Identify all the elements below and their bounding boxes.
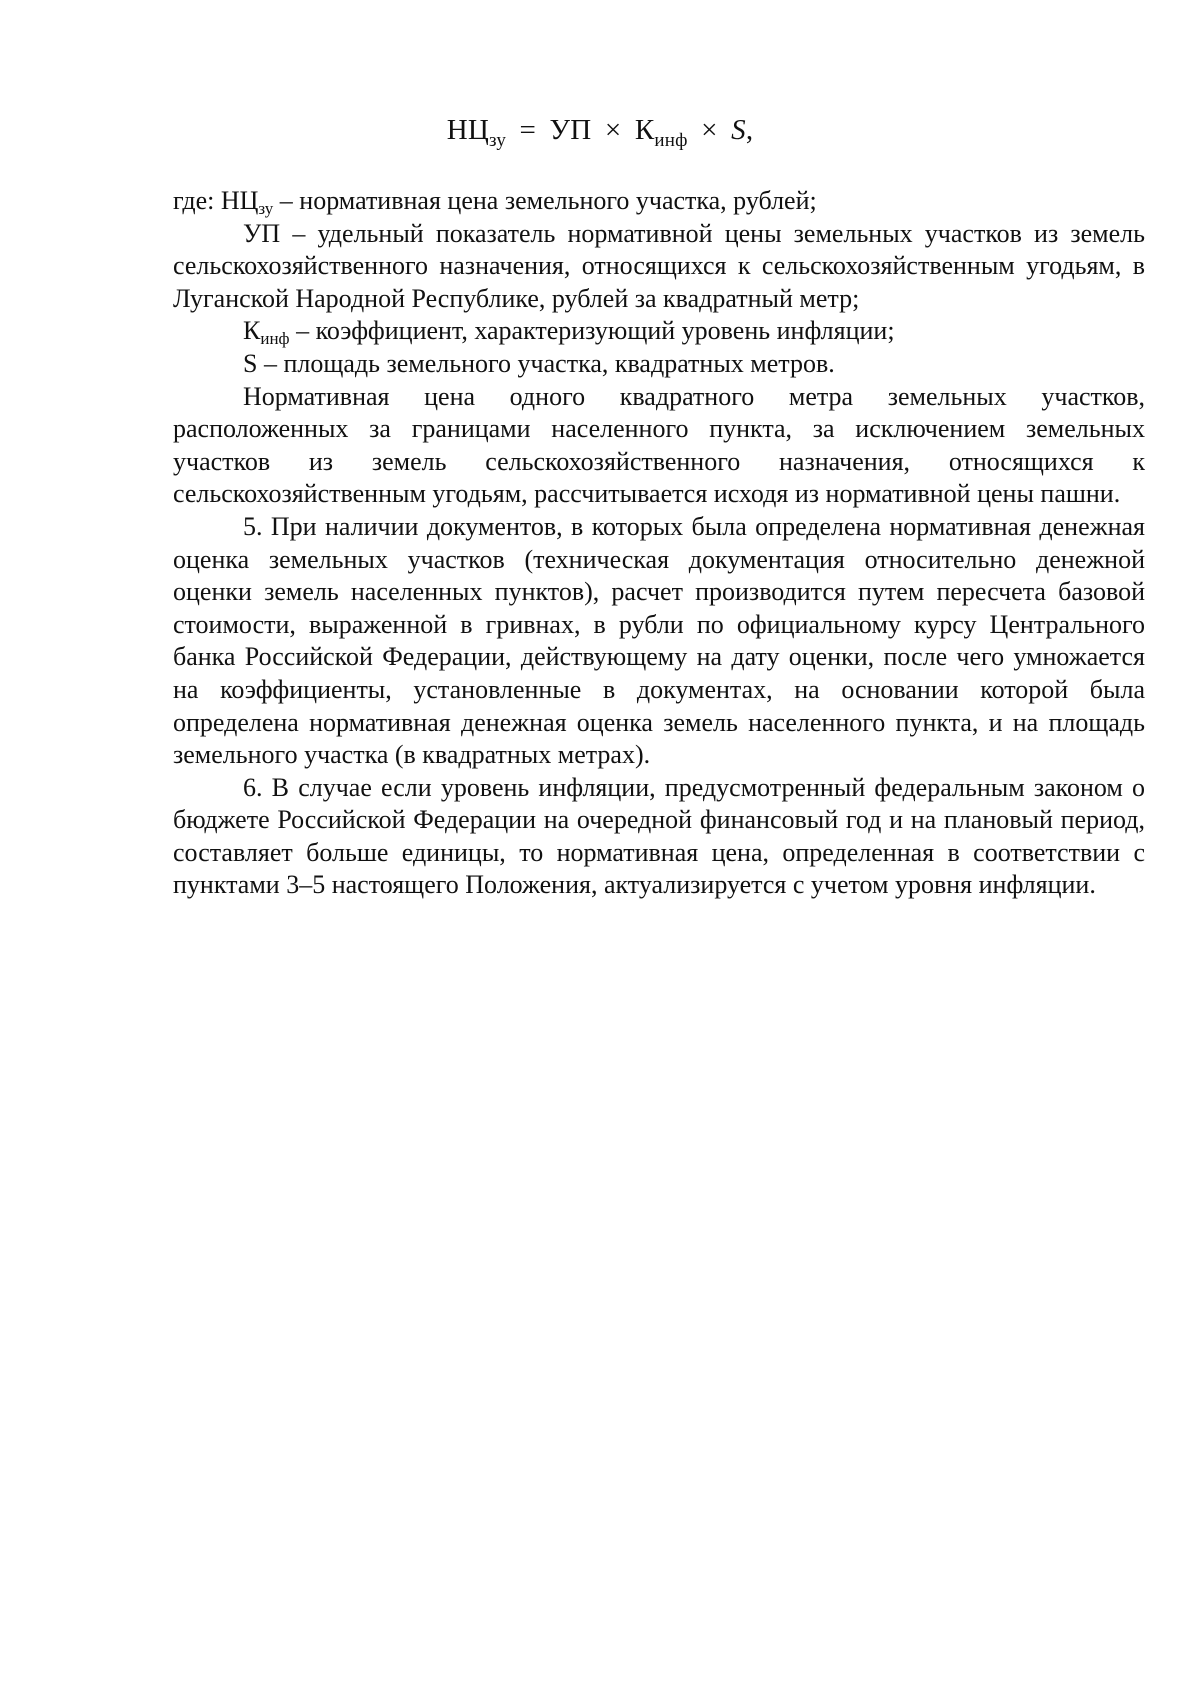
formula-equals: = (519, 114, 537, 146)
formula-lhs: $НЦ_{зу}$ (446, 114, 507, 151)
formula-times-1: × (604, 114, 622, 146)
formula-term-s: S (731, 114, 746, 146)
definition-s: S – площадь земельного участка, квадратных метров. (243, 348, 835, 378)
paragraph-item-5: 5. При наличии документов, в которых была определена нормативная денежная оценка земельных участков (техническая документация относительно денежной оценки земель населенных пунктов), расчет производится путем пересчета базовой стоимости, выраженной в гривнах, в рубли по официальному курсу Центрального банка Российской Федерации, действующему на дату оценки, после чего умножается на коэффициенты, установленные в документах, на основании которой была определена нормативная денежная оценка земель населенного пункта, и на площадь земельного участка (в квадратных метрах). (173, 511, 1145, 770)
definition-up: УП – удельный показатель нормативной цены земельных участков из земель сельскохозяйственного назначения, относящихся к сельскохозяйственным угодьям, в Луганской Народной Республике, рублей за квадратный метр; (173, 218, 1145, 313)
price-formula (0, 110, 1200, 150)
formula-term-kinf: $К_{инф}$ (634, 114, 688, 151)
definition-nc: где: $НЦ_{зу}$ – нормативная цена земельного участка, рублей; (173, 186, 817, 218)
formula-comma: , (745, 114, 754, 146)
document-body (173, 185, 1145, 902)
paragraph-normative-price: Нормативная цена одного квадратного метра земельных участков, расположенных за границами населенного пункта, за исключением земельных участков из земель сельскохозяйственного назначения, относящихся к сельскохозяйственным угодьям, рассчитывается исходя из нормативной цены пашни. (173, 381, 1145, 509)
formula-times-2: × (701, 114, 718, 146)
formula-term-up: УП (549, 114, 592, 146)
paragraph-item-6: 6. В случае если уровень инфляции, предусмотренный федеральным законом о бюджете Российской Федерации на очередной финансовый год и на плановый период, составляет больше единицы, то нормативная цена, определенная в соответствии с пунктами 3–5 настоящего Положения, актуализируется с учетом уровня инфляции. (173, 772, 1145, 900)
definition-kinf: $К_{инф}$ – коэффициент, характеризующий уровень инфляции; (243, 316, 895, 349)
